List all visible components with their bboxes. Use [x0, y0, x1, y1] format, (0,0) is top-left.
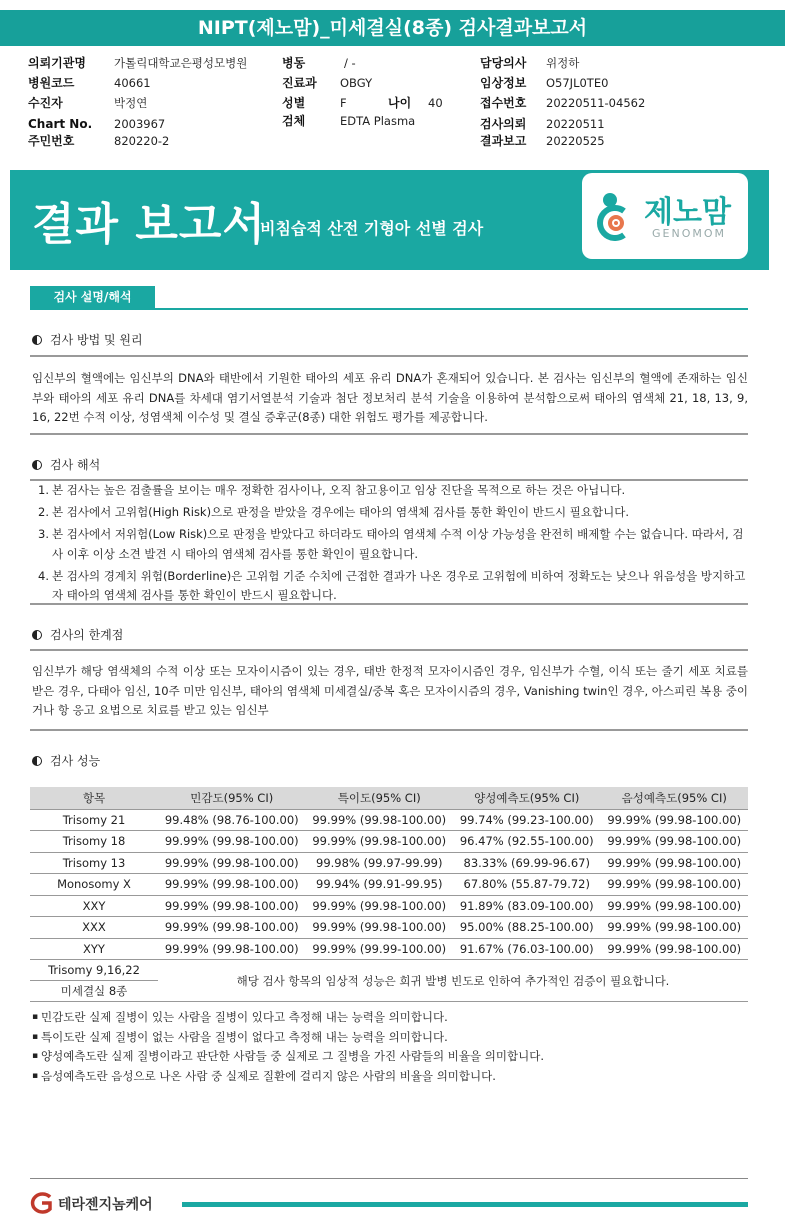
table-cell: 91.89% (83.09-100.00) [453, 895, 601, 917]
divider [30, 729, 748, 731]
table-cell: 미세결실 8종 [30, 981, 158, 1002]
table-cell: XXX [30, 917, 158, 939]
company-logo [28, 1192, 153, 1214]
resident-label: 주민번호 [28, 134, 75, 148]
section-tab: 검사 설명/해석 [30, 286, 155, 308]
dept-value: OBGY [340, 76, 373, 90]
table-row [30, 917, 748, 939]
table-cell: 67.80% (55.87-79.72) [453, 874, 601, 896]
clinical-value: O57JL0TE0 [546, 76, 609, 90]
list-item: 2. 본 검사에서 고위험(High Risk)으로 판정을 받았을 경우에는 태아의 염색체 검사를 통한 확인이 반드시 필요합니다. [38, 505, 629, 519]
table-cell: Trisomy 21 [30, 809, 158, 831]
table-cell: 99.48% (98.76-100.00) [158, 809, 306, 831]
interpretation-list [32, 481, 748, 608]
age-label: 나이 [388, 96, 412, 110]
request-label: 검사의뢰 [480, 117, 527, 131]
table-row [30, 809, 748, 831]
table-cell: 99.94% (99.91-99.95) [306, 874, 454, 896]
footer-accent-bar [182, 1202, 748, 1207]
table-row [30, 960, 748, 981]
table-row [30, 895, 748, 917]
company-name: 테라젠지놈케어 [58, 1197, 153, 1213]
table-cell: 91.67% (76.03-100.00) [453, 938, 601, 960]
table-cell: Trisomy 9,16,22 [30, 960, 158, 981]
resident-value: 820220-2 [114, 134, 170, 148]
banner-subtitle: 비침습적 산전 기형아 선별 검사 [260, 219, 484, 238]
result-banner [10, 170, 769, 270]
age-value: 40 [428, 96, 443, 110]
chart-value: 2003967 [114, 117, 166, 131]
section-divider [30, 308, 748, 310]
hospital-value: 가톨릭대학교은평성모병원 [114, 56, 248, 70]
divider [30, 603, 748, 605]
table-cell: 99.99% (99.98-100.00) [158, 874, 306, 896]
banner-title: 결과 보고서 [32, 199, 266, 250]
table-cell: 99.99% (99.98-100.00) [158, 852, 306, 874]
table-cell: 83.33% (69.99-96.67) [453, 852, 601, 874]
doctor-label: 담당의사 [480, 56, 527, 70]
ward-label: 병동 [282, 56, 306, 70]
table-cell: 95.00% (88.25-100.00) [453, 917, 601, 939]
receipt-value: 20220511-04562 [546, 96, 646, 110]
table-cell: Monosomy X [30, 874, 158, 896]
table-cell: 99.99% (99.98-100.00) [601, 852, 749, 874]
hospital-label: 의뢰기관명 [28, 56, 86, 70]
doctor-value: 위정하 [546, 56, 580, 70]
limits-heading: 검사의 한계점 [32, 626, 123, 643]
brand-name-en: GENOMOM [652, 227, 727, 240]
patient-label: 수진자 [28, 96, 63, 110]
method-text: 임신부의 혈액에는 임신부의 DNA와 태반에서 기원한 태아의 세포 유리 DNA가 혼재되어 있습니다. 본 검사는 임신부의 혈액에 존재하는 임신부와 태아의 세포 유리 DNA를 차세대 염기서열분석 기술과 첨단 정보처리 분석 기술을 이용하여 분석함으로써 태아의 염색체 21, 18, 13, 9, 16, 22번 수적 이상, 성염색체 이수성 및 결실 증후군(8종) 대한 위험도 평가를 제공합니다. [32, 371, 748, 424]
limits-text: 임신부가 해당 염색체의 수적 이상 또는 모자이시즘이 있는 경우, 태반 한정적 모자이시즘인 경우, 임신부가 수혈, 이식 또는 줄기 세포 치료를 받은 경우, 다태아 임신, 10주 미만 임신부, 태아의 염색체 미세결실/중복 혹은 모자이시즘의 경우, Vanishing twin인 경우, 아스피린 복용 중이거나 항 응고 요법으로 치료를 받고 있는 임신부 [32, 664, 748, 717]
table-cell: 99.99% (99.98-100.00) [601, 917, 749, 939]
list-item: 1. 본 검사는 높은 검출률을 보이는 매우 정확한 검사이나, 오직 참고용이고 임상 진단을 목적으로 하는 것은 아닙니다. [38, 483, 626, 497]
code-label: 병원코드 [28, 76, 75, 90]
table-note: 해당 검사 항목의 임상적 성능은 희귀 발병 빈도로 인하여 추가적인 검증이 필요합니다. [158, 960, 748, 1002]
code-value: 40661 [114, 76, 151, 90]
sex-value: F [340, 96, 347, 110]
table-cell: 99.99% (99.98-100.00) [158, 917, 306, 939]
divider [30, 355, 748, 357]
table-cell: XYY [30, 938, 158, 960]
table-row [30, 938, 748, 960]
list-item: ▪ 양성예측도란 실제 질병이라고 판단한 사람들 중 실제로 그 질병을 가진 사람들의 비율을 의미합니다. [32, 1047, 544, 1067]
table-cell: 99.99% (99.98-100.00) [306, 917, 454, 939]
ward-value: / - [344, 56, 356, 70]
table-cell: 99.99% (99.99-100.00) [306, 938, 454, 960]
genomom-mark-icon [594, 191, 638, 241]
list-item: 3. 본 검사에서 저위험(Low Risk)으로 판정을 받았다고 하더라도 태아의 염색체 수적 이상 가능성을 완전히 배제할 수는 없습니다. 따라서, 검사 이후 이상 소견 발견 시 태아의 염색체 검사를 통한 확인이 필요합니다. [38, 527, 744, 561]
report-value: 20220525 [546, 134, 605, 148]
interpretation-heading: 검사 해석 [32, 456, 100, 473]
divider [30, 649, 748, 651]
list-item: ▪ 민감도란 실제 질병이 있는 사람을 질병이 있다고 측정해 내는 능력을 의미합니다. [32, 1008, 544, 1028]
half-circle-icon [32, 460, 42, 470]
table-cell: 99.99% (99.98-100.00) [601, 831, 749, 853]
footer-divider [30, 1178, 748, 1179]
report-label: 결과보고 [480, 134, 527, 148]
receipt-label: 접수번호 [480, 96, 527, 110]
column-header: 항목 [30, 787, 158, 809]
list-item: ▪ 특이도란 실제 질병이 없는 사람을 질병이 없다고 측정해 내는 능력을 의미합니다. [32, 1028, 544, 1048]
table-cell: 99.74% (99.23-100.00) [453, 809, 601, 831]
table-header-row [30, 787, 748, 809]
patient-value: 박정연 [114, 96, 148, 110]
table-cell: 99.99% (99.98-100.00) [158, 938, 306, 960]
column-header: 음성예측도(95% CI) [601, 787, 749, 809]
table-cell: 99.99% (99.98-100.00) [601, 874, 749, 896]
half-circle-icon [32, 335, 42, 345]
definition-notes [32, 1008, 544, 1086]
table-cell: 99.99% (99.98-100.00) [601, 938, 749, 960]
specimen-value: EDTA Plasma [340, 114, 416, 128]
table-cell: 99.99% (99.98-100.00) [306, 809, 454, 831]
company-mark-icon [28, 1192, 54, 1214]
table-row [30, 831, 748, 853]
list-item: ▪ 음성예측도란 음성으로 나온 사람 중 실제로 질환에 걸리지 않은 사람의 비율을 의미합니다. [32, 1067, 544, 1087]
table-cell: 99.99% (99.98-100.00) [158, 831, 306, 853]
specimen-label: 검체 [282, 114, 306, 128]
list-item: 4. 본 검사의 경계치 위험(Borderline)은 고위험 기준 수치에 근접한 결과가 나온 경우로 고위험에 비하여 정확도는 낮으나 위음성을 방지하고자 태아의 염색체 검사를 통한 확인이 반드시 필요합니다. [38, 568, 746, 602]
table-row [30, 874, 748, 896]
clinical-label: 임상정보 [480, 76, 527, 90]
method-heading: 검사 방법 및 원리 [32, 331, 143, 348]
table-cell: 96.47% (92.55-100.00) [453, 831, 601, 853]
table-cell: XXY [30, 895, 158, 917]
table-cell: 99.99% (99.98-100.00) [601, 895, 749, 917]
table-row [30, 852, 748, 874]
request-value: 20220511 [546, 117, 605, 131]
sex-label: 성별 [282, 96, 306, 110]
divider [30, 433, 748, 435]
brand-name: 제노맘 [644, 195, 731, 230]
column-header: 특이도(95% CI) [306, 787, 454, 809]
half-circle-icon [32, 630, 42, 640]
genomom-logo [582, 173, 748, 259]
table-cell: 99.99% (99.98-100.00) [306, 895, 454, 917]
table-cell: 99.99% (99.98-100.00) [158, 895, 306, 917]
table-cell: Trisomy 18 [30, 831, 158, 853]
chart-label: Chart No. [28, 117, 93, 131]
table-cell: 99.98% (99.97-99.99) [306, 852, 454, 874]
column-header: 민감도(95% CI) [158, 787, 306, 809]
table-cell: 99.99% (99.98-100.00) [601, 809, 749, 831]
column-header: 양성예측도(95% CI) [453, 787, 601, 809]
dept-label: 진료과 [282, 76, 317, 90]
table-cell: 99.99% (99.98-100.00) [306, 831, 454, 853]
performance-table [30, 787, 748, 1002]
performance-heading: 검사 성능 [32, 752, 100, 769]
table-cell: Trisomy 13 [30, 852, 158, 874]
report-title: NIPT(제노맘)_미세결실(8종) 검사결과보고서 [0, 10, 785, 46]
half-circle-icon [32, 756, 42, 766]
